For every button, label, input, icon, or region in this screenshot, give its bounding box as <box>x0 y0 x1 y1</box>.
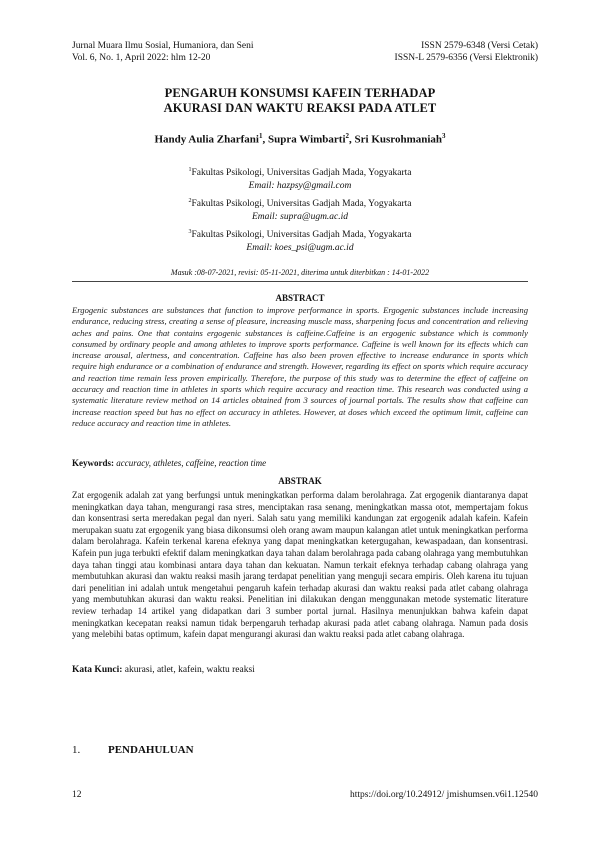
affiliation-2-text: Fakultas Psikologi, Universitas Gadjah Mada, Yogyakarta <box>191 199 412 210</box>
abstrak-indonesian: Zat ergogenik adalah zat yang berfungsi untuk meningkatkan performa dalam berolahraga. Zat ergogenik diantaranya dapat meningkatkan daya tahan, mengurangi rasa stres, menciptakan rasa senang, meningkatkan massa otot, mempertajam fokus dan konsentrasi serta meredakan pegal dan nyeri. Salah satu yang memiliki kandungan zat ergogenik adalah kafein. Kafein merupakan suatu zat ergogenik yang biasa dikonsumsi oleh orang awam maupun kalangan atlet untuk meningkatkan performa dalam berolahraga. Kafein terkenal karena efeknya yang dapat meningkatkan ketergugahan, kewaspadaan, dan konsentrasi. Kafein pun juga terbukti efektif dalam meningkatkan daya tahan dalam berolahraga pada cabang olahraga yang membutuhkan daya tahan tinggi atau kombinasi antara daya tahan dan kekuatan. Namun terkait efeknya terhadap cabang olahraga yang membutuhkan akurasi dan waktu reaksi masih jarang terdapat penelitian yang menguji secara empiris. Oleh karena itu tujuan dari penelitian ini adalah untuk mengetahui pengaruh kafein terhadap akurasi dan waktu reaksi pada atlet cabang olahraga yang membutuhkan akurasi dan waktu reaksi. Penelitian ini dilakukan dengan menggunakan metode systematic literature review terhadap 14 artikel yang didapatkan dari 3 sumber portal jurnal. Hasilnya menunjukkan bahwa kafein dapat meningkatkan kecepatan reaksi namun tidak berpengaruh terhadap akurasi pada atlet cabang olahraga. Namun pada dosis yang melebihi batas optimum, kafein dapat mengurangi akurasi dan waktu reaksi pada atlet cabang olahraga. <box>72 490 528 640</box>
keywords-label: Keywords: <box>72 458 114 468</box>
kata-kunci <box>72 665 528 675</box>
title-line-2: AKURASI DAN WAKTU REAKSI PADA ATLET <box>163 101 437 115</box>
abstract-english: Ergogenic substances are substances that function to improve performance in sports. Ergogenic substances include increasing endurance, reducing stress, creating a sense of pleasure, increasing muscle mass, sharpening focus and concentration and relieving aches and pains. One that contains ergogenic substances is caffeine.Caffeine is an ergogenic substance which is commonly consumed by ordinary people and among athletes to improve sports performance. Caffeine is well known for its effects which can increase arousal, alertness, and concentration. Caffeine has also been proven effective to increase endurance in sports which require high endurance or a combination of endurance and strength. However, regarding its effect on sports which require accuracy and reaction time remain less proven empirically. Therefore, the purpose of this study was to determine the effect of caffeine on accuracy and reaction time in athletes in sports which require accuracy and reaction time. This research was conducted using a systematic literature review method on 14 articles obtained from 3 sources of journal portals. The results show that caffeine can increase reaction speed but has no effect on accuracy in athletes. However, at doses which exceed the optimum limit, caffeine can reduce accuracy and reaction time in athletes. <box>72 305 528 428</box>
affiliation-2 <box>0 195 600 211</box>
section-number: 1. <box>72 744 81 756</box>
issn-print: ISSN 2579-6348 (Versi Cetak) <box>421 41 538 51</box>
email-3[interactable]: Email: koes_psi@ugm.ac.id <box>246 242 354 253</box>
affiliation-3-sup: 3 <box>188 229 192 236</box>
keywords <box>72 458 528 468</box>
email-1[interactable]: Email: hazpsy@gmail.com <box>248 180 352 191</box>
journal-header-right <box>395 40 538 64</box>
journal-name: Jurnal Muara Ilmu Sosial, Humaniora, dan Seni <box>72 41 254 51</box>
abstrak-heading: ABSTRAK <box>278 476 322 486</box>
kata-kunci-text: akurasi, atlet, kafein, waktu reaksi <box>124 665 255 675</box>
affiliation-2-sup: 2 <box>188 198 192 205</box>
journal-volume: Vol. 6, No. 1, April 2022: hlm 12-20 <box>72 53 211 63</box>
divider-top <box>72 281 528 282</box>
paper-title <box>0 86 600 116</box>
affiliation-3-text: Fakultas Psikologi, Universitas Gadjah Mada, Yogyakarta <box>191 230 412 241</box>
doi-link[interactable]: https://doi.org/10.24912/ jmishumsen.v6i1.12540 <box>350 790 538 800</box>
author-3: , Sri Kusrohmaniah <box>349 133 443 146</box>
author-list <box>0 132 600 146</box>
author-1: Handy Aulia Zharfani <box>154 133 259 146</box>
issn-online: ISSN-L 2579-6356 (Versi Elektronik) <box>394 53 538 63</box>
affiliation-1 <box>0 164 600 180</box>
journal-header-left <box>72 40 254 64</box>
submission-dates: Masuk :08-07-2021, revisi: 05-11-2021, diterima untuk diterbitkan : 14-01-2022 <box>170 268 430 277</box>
author-2-sup: 2 <box>345 132 350 140</box>
kata-kunci-label: Kata Kunci: <box>72 665 123 675</box>
abstract-heading: ABSTRACT <box>275 293 325 303</box>
section-heading <box>72 744 194 756</box>
author-3-sup: 3 <box>442 132 446 140</box>
section-title: PENDAHULUAN <box>108 744 194 756</box>
keywords-text: accuracy, athletes, caffeine, reaction time <box>116 458 267 468</box>
author-1-sup: 1 <box>258 132 263 140</box>
email-2[interactable]: Email: supra@ugm.ac.id <box>251 211 349 222</box>
affiliation-1-text: Fakultas Psikologi, Universitas Gadjah Mada, Yogyakarta <box>191 168 412 179</box>
affiliation-3 <box>0 226 600 242</box>
affiliations <box>0 164 600 257</box>
page-number: 12 <box>72 790 82 800</box>
affiliation-1-sup: 1 <box>188 167 192 173</box>
title-line-1: PENGARUH KONSUMSI KAFEIN TERHADAP <box>164 86 436 100</box>
author-2: , Supra Wimbarti <box>262 133 346 146</box>
